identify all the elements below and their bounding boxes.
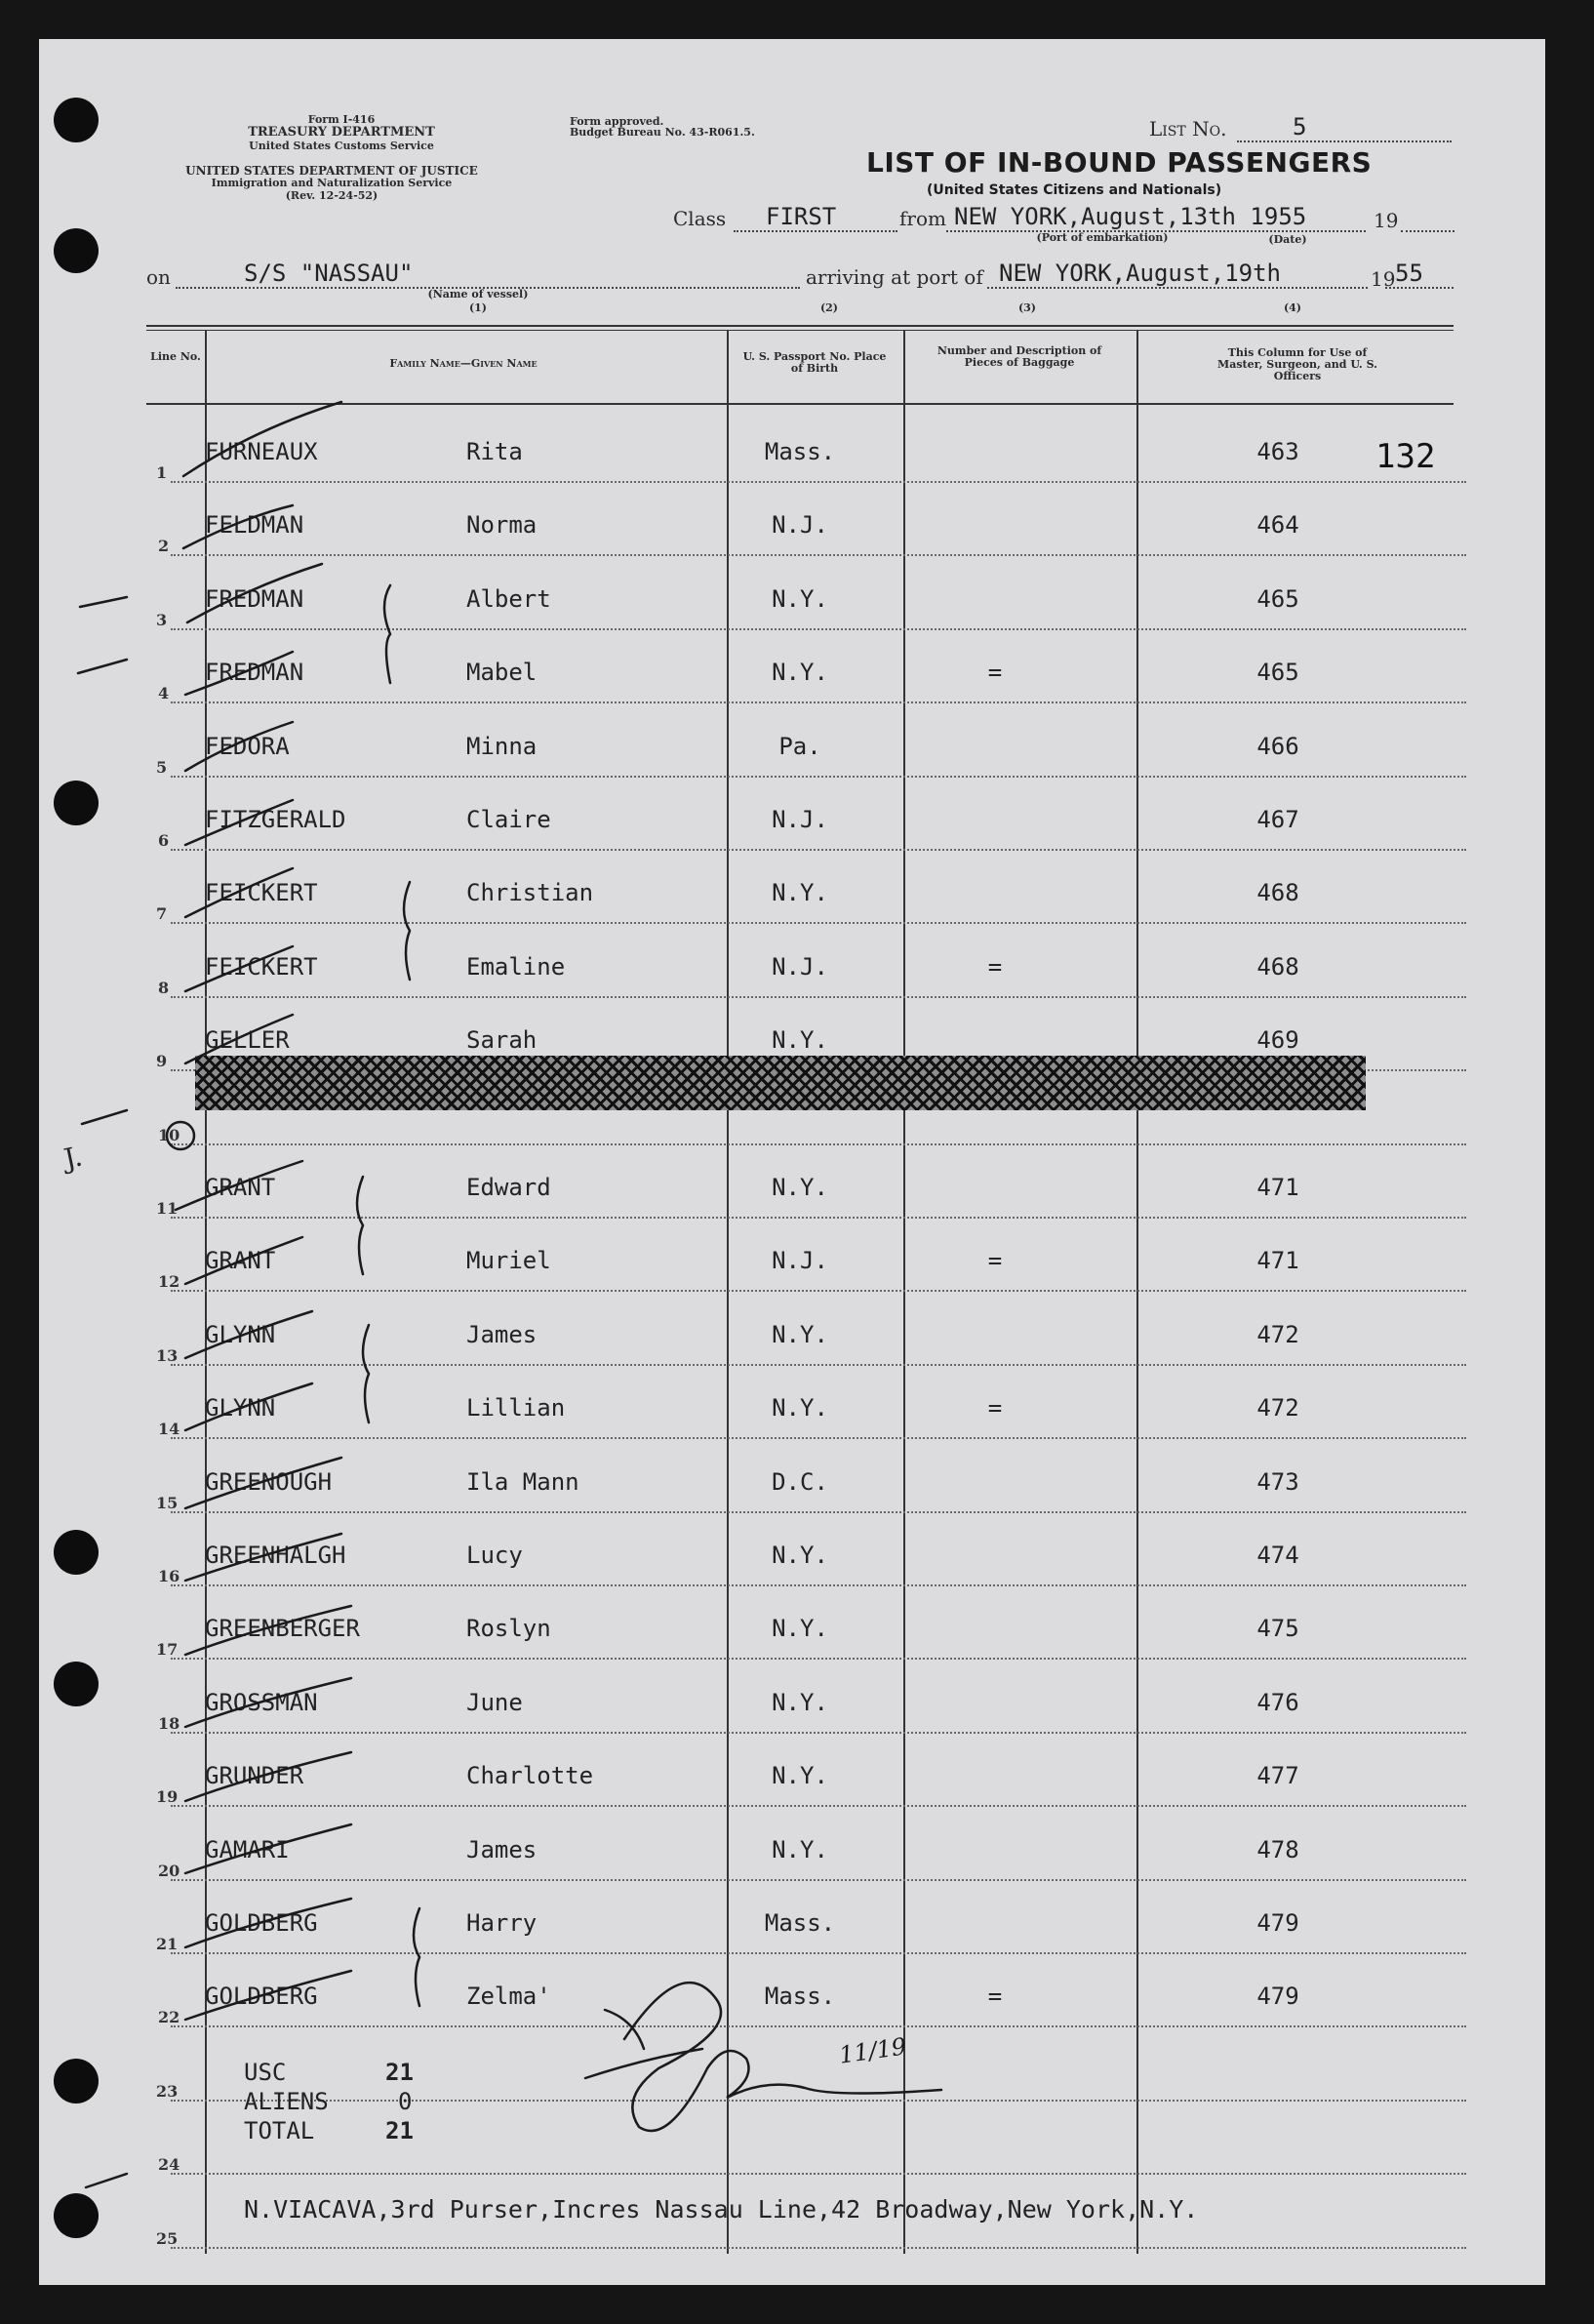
- form-approved: Form approved.: [570, 115, 664, 128]
- col-passport: U. S. Passport No. Place of Birth: [742, 350, 887, 375]
- officer-number: 477: [1256, 1762, 1299, 1790]
- given-name: Christian: [466, 879, 594, 907]
- date-caption: (Date): [1268, 233, 1307, 246]
- year-prefix: 19: [1374, 209, 1399, 232]
- list-number: 5: [1293, 113, 1307, 140]
- baggage: =: [987, 1247, 1003, 1275]
- total-value: 21: [385, 2117, 414, 2144]
- line-number: 25: [156, 2228, 179, 2248]
- family-name: FEICKERT: [205, 952, 318, 981]
- family-name: FREDMAN: [205, 659, 304, 687]
- given-name: June: [466, 1688, 523, 1716]
- officer-number: 472: [1256, 1320, 1299, 1348]
- place-of-birth: N.Y.: [772, 1542, 828, 1569]
- officer-number: 465: [1256, 659, 1299, 687]
- family-name: GREENOUGH: [205, 1467, 333, 1496]
- justice-department: UNITED STATES DEPARTMENT OF JUSTICE: [185, 164, 478, 178]
- officer-number: 478: [1256, 1835, 1299, 1863]
- arriving-year: 55: [1395, 260, 1423, 287]
- caption-3: (3): [1017, 301, 1037, 314]
- place-of-birth: Pa.: [778, 732, 821, 760]
- officer-number: 464: [1256, 511, 1299, 540]
- officer-number: 479: [1256, 1983, 1299, 2011]
- line-number: 17: [156, 1640, 179, 1660]
- page-title: LIST OF IN-BOUND PASSENGERS: [866, 146, 1373, 179]
- given-name: Zelma': [466, 1983, 551, 2011]
- col-name: Family Name—Given Name: [389, 357, 538, 370]
- family-name: FEDORA: [205, 732, 290, 760]
- given-name: Sarah: [466, 1026, 538, 1055]
- officer-number: 471: [1256, 1174, 1299, 1201]
- total-label: TOTAL: [244, 2117, 315, 2144]
- line-number: 3: [156, 610, 168, 629]
- line-number: 10: [158, 1125, 180, 1144]
- family-name: GAMARI: [205, 1835, 290, 1863]
- given-name: Emaline: [466, 952, 566, 981]
- place-of-birth: N.J.: [772, 511, 828, 540]
- line-number: 14: [158, 1420, 180, 1439]
- budget-bureau: Budget Bureau No. 43-R061.5.: [570, 126, 755, 139]
- form-revision: (Rev. 12-24-52): [285, 189, 379, 202]
- officer-number: 465: [1256, 584, 1299, 613]
- officer-number: 467: [1256, 806, 1299, 833]
- caption-1: (1): [468, 301, 488, 314]
- from-value: NEW YORK,August,13th 1955: [954, 203, 1307, 230]
- line-number: 18: [158, 1713, 180, 1733]
- family-name: GROSSMAN: [205, 1688, 318, 1716]
- place-of-birth: N.Y.: [772, 659, 828, 687]
- place-of-birth: Mass.: [764, 438, 836, 465]
- given-name: Mabel: [466, 659, 538, 687]
- on-label: on: [146, 265, 171, 289]
- arriving-value: NEW YORK,August,19th: [999, 260, 1281, 287]
- line-number: 8: [158, 978, 170, 997]
- family-name: GLYNN: [205, 1320, 276, 1348]
- place-of-birth: N.Y.: [772, 1026, 828, 1055]
- line-number: 15: [156, 1493, 179, 1512]
- family-name: GRANT: [205, 1174, 276, 1201]
- officer-number: 463: [1256, 438, 1299, 465]
- line-number: 1: [156, 463, 168, 482]
- officer-number: 471: [1256, 1247, 1299, 1275]
- line-number: 23: [156, 2081, 179, 2101]
- place-of-birth: N.Y.: [772, 1762, 828, 1790]
- margin-mark: J.: [60, 1140, 86, 1176]
- treasury-department: TREASURY DEPARTMENT: [248, 125, 435, 140]
- family-name: GLYNN: [205, 1394, 276, 1422]
- family-name: GREENBERGER: [205, 1615, 360, 1643]
- family-name: GRUNDER: [205, 1762, 304, 1790]
- class-value: FIRST: [766, 203, 837, 230]
- initials-date: 11/19: [837, 2032, 908, 2069]
- form-number: Form I-416: [307, 113, 376, 126]
- officer-number: 475: [1256, 1615, 1299, 1643]
- given-name: James: [466, 1320, 538, 1348]
- given-name: Harry: [466, 1909, 538, 1937]
- caption-2: (2): [819, 301, 839, 314]
- baggage: =: [987, 952, 1003, 981]
- aliens-value: 0: [398, 2088, 413, 2115]
- baggage: =: [987, 659, 1003, 687]
- line-number: 16: [158, 1567, 180, 1585]
- line-number: 13: [156, 1345, 179, 1365]
- vessel-value: S/S "NASSAU": [244, 260, 414, 287]
- usc-label: USC: [244, 2059, 287, 2086]
- place-of-birth: N.Y.: [772, 1394, 828, 1422]
- officer-number: 479: [1256, 1909, 1299, 1937]
- given-name: Lucy: [466, 1542, 523, 1569]
- page-subtitle: (United States Citizens and Nationals): [927, 182, 1222, 198]
- family-name: FELDMAN: [205, 511, 304, 540]
- place-of-birth: N.J.: [772, 806, 828, 833]
- vessel-caption: (Name of vessel): [427, 288, 529, 301]
- family-name: GOLDBERG: [205, 1909, 318, 1937]
- family-name: GELLER: [205, 1026, 290, 1055]
- place-of-birth: Mass.: [764, 1909, 836, 1937]
- baggage: =: [987, 1394, 1003, 1422]
- given-name: Minna: [466, 732, 538, 760]
- line-number: 21: [156, 1935, 179, 1953]
- officer-number: 474: [1256, 1542, 1299, 1569]
- line-number: 5: [156, 757, 168, 777]
- page-number: 132: [1375, 437, 1436, 476]
- place-of-birth: N.J.: [772, 952, 828, 981]
- place-of-birth: N.J.: [772, 1247, 828, 1275]
- line-number: 12: [158, 1272, 180, 1292]
- list-label: List No.: [1149, 117, 1227, 140]
- place-of-birth: N.Y.: [772, 1688, 828, 1716]
- place-of-birth: D.C.: [772, 1467, 828, 1496]
- given-name: Muriel: [466, 1247, 551, 1275]
- officer-number: 468: [1256, 952, 1299, 981]
- given-name: James: [466, 1835, 538, 1863]
- line-number: 24: [158, 2155, 180, 2175]
- officer-number: 473: [1256, 1467, 1299, 1496]
- baggage: =: [987, 1983, 1003, 2011]
- given-name: Charlotte: [466, 1762, 594, 1790]
- family-name: FITZGERALD: [205, 806, 346, 833]
- officer-number: 466: [1256, 732, 1299, 760]
- line-number: 22: [158, 2008, 180, 2027]
- line-number: 4: [158, 684, 170, 703]
- given-name: Edward: [466, 1174, 551, 1201]
- place-of-birth: N.Y.: [772, 1174, 828, 1201]
- line-number: 2: [158, 537, 170, 556]
- arriving-label: arriving at port of: [806, 265, 983, 289]
- embark-caption: (Port of embarkation): [1036, 231, 1169, 244]
- place-of-birth: N.Y.: [772, 1835, 828, 1863]
- line-number: 6: [158, 831, 170, 850]
- given-name: Roslyn: [466, 1615, 551, 1643]
- col-officers: This Column for Use of Master, Surgeon, and U. S. Officers: [1217, 346, 1377, 382]
- family-name: GREENHALGH: [205, 1542, 346, 1569]
- given-name: Rita: [466, 438, 523, 465]
- given-name: Lillian: [466, 1394, 566, 1422]
- col-line-no: Line No.: [150, 350, 201, 363]
- line-number: 20: [158, 1861, 180, 1880]
- class-label: Class: [673, 207, 727, 230]
- caption-4: (4): [1283, 301, 1302, 314]
- family-name: GRANT: [205, 1247, 276, 1275]
- aliens-label: ALIENS: [244, 2088, 329, 2115]
- family-name: FURNEAUX: [205, 438, 318, 465]
- family-name: FEICKERT: [205, 879, 318, 907]
- officer-number: 468: [1256, 879, 1299, 907]
- arriving-year-prefix: 19: [1371, 267, 1396, 291]
- line-number: 7: [156, 904, 168, 924]
- line-number: 9: [156, 1052, 168, 1071]
- given-name: Norma: [466, 511, 538, 540]
- officer-number: 469: [1256, 1026, 1299, 1055]
- customs-service: United States Customs Service: [249, 140, 434, 152]
- given-name: Ila Mann: [466, 1467, 579, 1496]
- family-name: GOLDBERG: [205, 1983, 318, 2011]
- place-of-birth: N.Y.: [772, 1320, 828, 1348]
- officer-number: 476: [1256, 1688, 1299, 1716]
- usc-value: 21: [385, 2059, 414, 2086]
- officer-number: 472: [1256, 1394, 1299, 1422]
- place-of-birth: N.Y.: [772, 584, 828, 613]
- line-number: 11: [156, 1199, 179, 1218]
- given-name: Claire: [466, 806, 551, 833]
- given-name: Albert: [466, 584, 551, 613]
- place-of-birth: Mass.: [764, 1983, 836, 2011]
- place-of-birth: N.Y.: [772, 1615, 828, 1643]
- ins-label: Immigration and Naturalization Service: [211, 177, 453, 189]
- from-label: from: [899, 207, 946, 230]
- col-baggage: Number and Description of Pieces of Baggage: [936, 344, 1102, 369]
- place-of-birth: N.Y.: [772, 879, 828, 907]
- check-mark: [183, 402, 341, 476]
- line-number: 19: [156, 1787, 179, 1807]
- family-name: FREDMAN: [205, 584, 304, 613]
- purser-line: N.VIACAVA,3rd Purser,Incres Nassau Line,42 Broadway,New York,N.Y.: [244, 2195, 1199, 2224]
